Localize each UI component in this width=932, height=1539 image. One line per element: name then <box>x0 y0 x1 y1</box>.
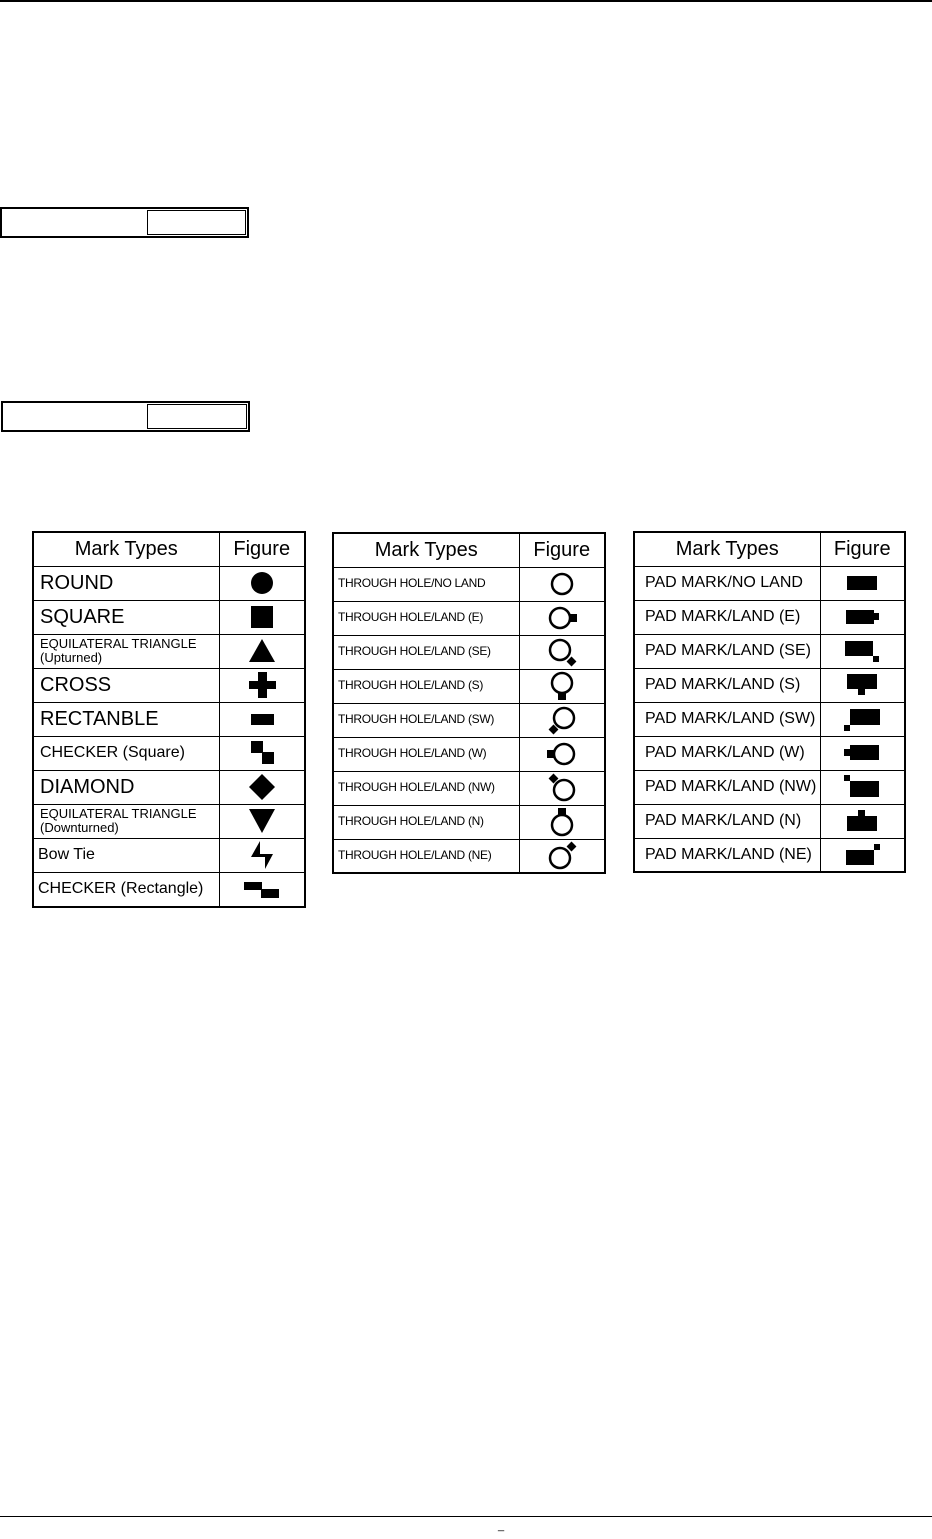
mark-type-label: THROUGH HOLE/LAND (S) <box>333 669 519 703</box>
checker-square-icon <box>242 738 282 768</box>
mark-type-label-main: EQUILATERAL TRIANGLE <box>40 635 197 651</box>
table-row <box>33 566 305 600</box>
figure-cell <box>820 838 905 872</box>
figure-cell <box>219 566 305 600</box>
through-hole-land-s-icon <box>542 671 582 701</box>
reference-box-2 <box>1 401 250 432</box>
table-row <box>333 703 605 737</box>
triangle-up-icon <box>242 636 282 666</box>
through-hole-no-land-icon <box>542 569 582 599</box>
through-hole-land-w-icon <box>542 739 582 769</box>
figure-cell <box>519 703 605 737</box>
figure-cell <box>820 770 905 804</box>
mark-type-label-main: EQUILATERAL TRIANGLE <box>40 805 197 821</box>
figure-cell <box>519 669 605 703</box>
figure-cell <box>820 600 905 634</box>
mark-type-label <box>33 804 219 838</box>
column-header-mark-types: Mark Types <box>634 532 820 566</box>
figure-cell <box>219 770 305 804</box>
table-row <box>333 601 605 635</box>
table-row <box>634 566 905 600</box>
through-hole-land-se-icon <box>542 637 582 667</box>
figure-cell <box>820 804 905 838</box>
table-row <box>333 567 605 601</box>
table-row <box>33 770 305 804</box>
mark-type-label: THROUGH HOLE/LAND (NE) <box>333 839 519 873</box>
pad-mark-land-ne-icon <box>842 840 882 870</box>
table-row <box>33 804 305 838</box>
table-row <box>33 634 305 668</box>
bow-tie-icon <box>242 840 282 870</box>
figure-cell <box>519 771 605 805</box>
figure-cell <box>219 804 305 838</box>
mark-type-label: THROUGH HOLE/LAND (SW) <box>333 703 519 737</box>
mark-type-label: DIAMOND <box>33 770 219 804</box>
pad-mark-land-s-icon <box>842 670 882 700</box>
mark-type-label: CROSS <box>33 668 219 702</box>
figure-cell <box>519 805 605 839</box>
mark-type-label: PAD MARK/LAND (SW) <box>634 702 820 736</box>
mark-type-label: PAD MARK/LAND (W) <box>634 736 820 770</box>
figure-cell <box>820 668 905 702</box>
column-header-mark-types: Mark Types <box>333 533 519 567</box>
mark-type-label: PAD MARK/LAND (NW) <box>634 770 820 804</box>
column-header-figure: Figure <box>519 533 605 567</box>
table-row <box>634 838 905 872</box>
figure-cell <box>519 737 605 771</box>
pad-mark-land-se-icon <box>842 636 882 666</box>
table-row <box>634 702 905 736</box>
figure-cell <box>820 702 905 736</box>
table-row <box>634 736 905 770</box>
table-row <box>634 770 905 804</box>
through-hole-land-n-icon <box>542 807 582 837</box>
mark-type-label-sub: (Upturned) <box>40 650 103 665</box>
figure-cell <box>519 839 605 873</box>
table-row <box>33 736 305 770</box>
table-row <box>333 771 605 805</box>
mark-types-table-basic <box>32 531 306 908</box>
mark-type-label: THROUGH HOLE/LAND (SE) <box>333 635 519 669</box>
mark-type-label: PAD MARK/LAND (SE) <box>634 634 820 668</box>
column-header-mark-types: Mark Types <box>33 532 219 566</box>
table-row <box>634 634 905 668</box>
reference-box-1 <box>0 207 249 238</box>
figure-cell <box>519 635 605 669</box>
mark-type-label: PAD MARK/NO LAND <box>634 566 820 600</box>
through-hole-land-nw-icon <box>542 773 582 803</box>
through-hole-land-ne-icon <box>542 841 582 871</box>
figure-cell <box>219 668 305 702</box>
mark-types-table-pad-mark <box>633 531 906 873</box>
mark-type-label: PAD MARK/LAND (S) <box>634 668 820 702</box>
column-header-figure: Figure <box>219 532 305 566</box>
table-row <box>333 839 605 873</box>
pad-mark-land-e-icon <box>842 602 882 632</box>
mark-type-label: PAD MARK/LAND (NE) <box>634 838 820 872</box>
mark-type-label: THROUGH HOLE/LAND (NW) <box>333 771 519 805</box>
column-header-figure: Figure <box>820 532 905 566</box>
rectangle-icon <box>242 704 282 734</box>
diamond-icon <box>242 772 282 802</box>
table-row <box>33 702 305 736</box>
mark-type-label: Bow Tie <box>33 838 219 872</box>
footer-rule <box>0 1516 932 1517</box>
table-row <box>333 669 605 703</box>
triangle-down-icon <box>242 806 282 836</box>
figure-cell <box>820 634 905 668</box>
pad-mark-land-nw-icon <box>842 772 882 802</box>
figure-cell <box>820 566 905 600</box>
table-row <box>33 600 305 634</box>
mark-type-label: ROUND <box>33 566 219 600</box>
figure-cell <box>219 634 305 668</box>
table-row <box>33 668 305 702</box>
mark-type-label: THROUGH HOLE/LAND (N) <box>333 805 519 839</box>
pad-mark-no-land-icon <box>842 568 882 598</box>
through-hole-land-e-icon <box>542 603 582 633</box>
table-row <box>333 805 605 839</box>
table-row <box>634 600 905 634</box>
table-row <box>33 872 305 907</box>
filled-square-icon <box>242 602 282 632</box>
mark-type-label: PAD MARK/LAND (N) <box>634 804 820 838</box>
table-row <box>333 737 605 771</box>
table-row <box>634 668 905 702</box>
mark-type-label: CHECKER (Rectangle) <box>33 872 219 907</box>
mark-type-label <box>33 634 219 668</box>
checker-rectangle-icon <box>242 874 282 904</box>
pad-mark-land-n-icon <box>842 806 882 836</box>
mark-type-label: THROUGH HOLE/LAND (E) <box>333 601 519 635</box>
mark-type-label: PAD MARK/LAND (E) <box>634 600 820 634</box>
figure-cell <box>219 702 305 736</box>
mark-type-label: RECTANBLE <box>33 702 219 736</box>
cross-icon <box>242 670 282 700</box>
pad-mark-land-sw-icon <box>842 704 882 734</box>
mark-type-label: THROUGH HOLE/NO LAND <box>333 567 519 601</box>
figure-cell <box>820 736 905 770</box>
reference-box-1-cell <box>147 210 246 235</box>
filled-circle-icon <box>242 568 282 598</box>
figure-cell <box>219 838 305 872</box>
table-row <box>333 635 605 669</box>
figure-cell <box>519 601 605 635</box>
header-rule <box>0 0 932 2</box>
mark-type-label: CHECKER (Square) <box>33 736 219 770</box>
mark-types-table-through-hole <box>332 532 606 874</box>
figure-cell <box>219 600 305 634</box>
through-hole-land-sw-icon <box>542 705 582 735</box>
figure-cell <box>519 567 605 601</box>
mark-type-label: SQUARE <box>33 600 219 634</box>
mark-type-label: THROUGH HOLE/LAND (W) <box>333 737 519 771</box>
figure-cell <box>219 872 305 907</box>
mark-type-label-sub: (Downturned) <box>40 820 119 835</box>
table-row <box>33 838 305 872</box>
pad-mark-land-w-icon <box>842 738 882 768</box>
figure-cell <box>219 736 305 770</box>
page-number: _ <box>498 1520 505 1532</box>
table-row <box>634 804 905 838</box>
reference-box-2-cell <box>147 404 247 429</box>
